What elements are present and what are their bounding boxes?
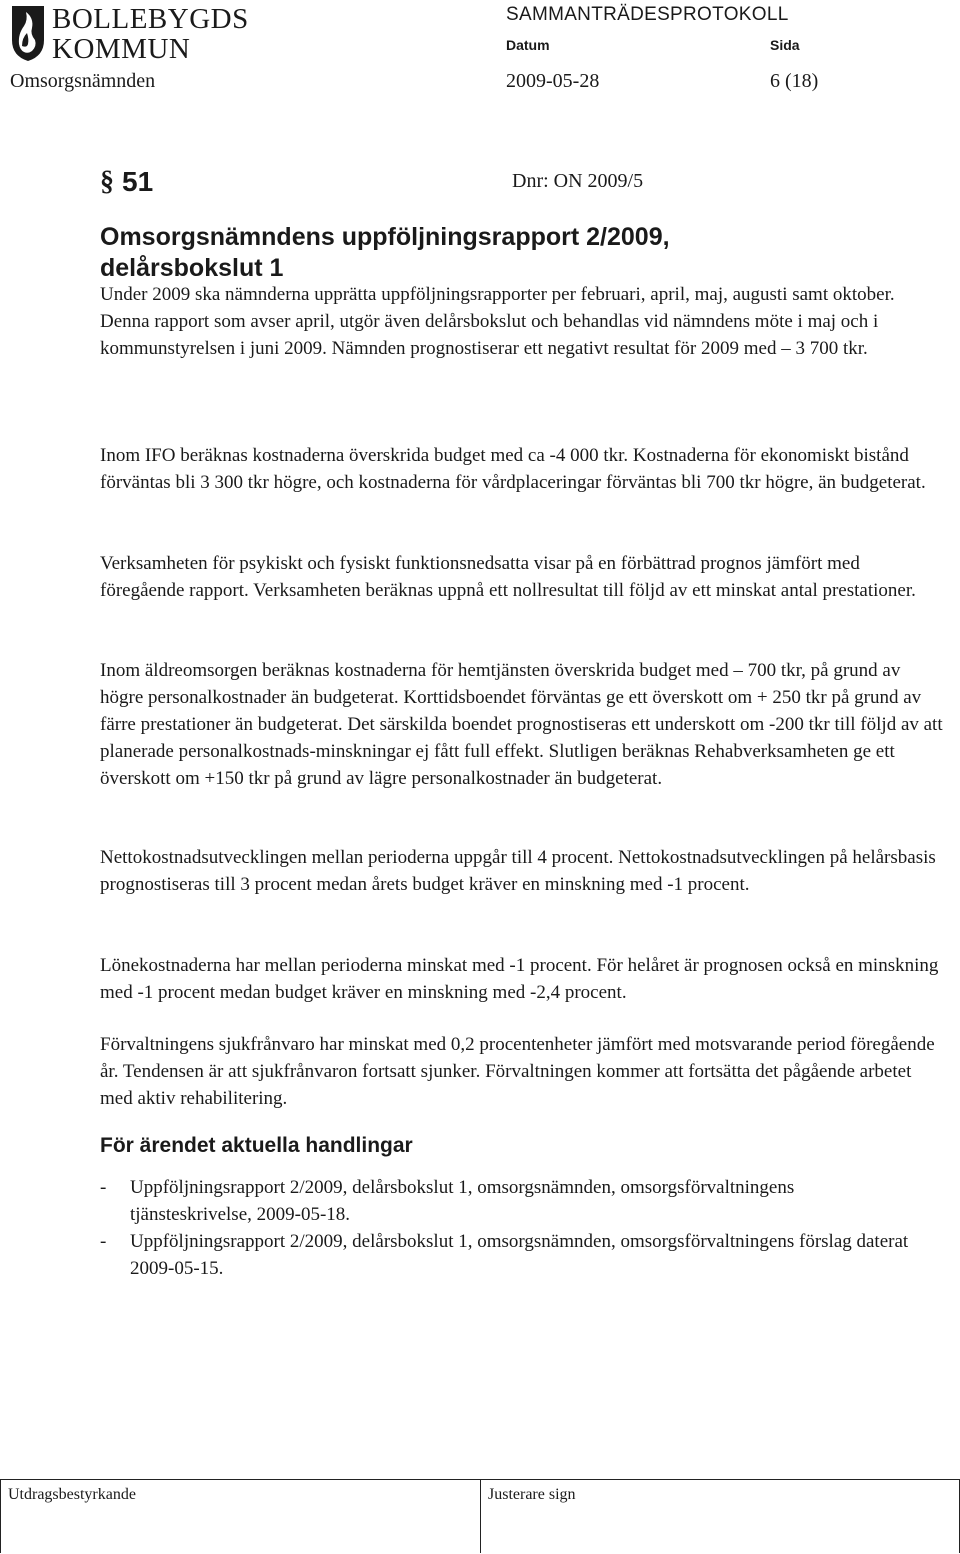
paragraph-sign: § — [100, 166, 114, 197]
document-reference: Uppföljningsrapport 2/2009, delårsbokslut 1, omsorgsnämnden, omsorgsförvaltningens förslag daterat 2009-05-15. — [130, 1231, 909, 1279]
section-title-line-2: delårsbokslut 1 — [100, 254, 284, 282]
paragraph-sick-leave: Förvaltningens sjukfrånvaro har minskat med 0,2 procentenheter jämfört med motsvarande period föregående år. Tendensen är att sjukfrånvaron fortsatt sjunker. Förvaltningen kommer att fortsätta det pågående arbetet med aktiv rehabilitering. — [100, 1034, 935, 1109]
paragraph-net-cost: Nettokostnadsutvecklingen mellan perioderna uppgår till 4 procent. Nettokostnadsutvecklingen på helårsbasis prognostiseras till 3 procent medan årets budget kräver en minskning med -1 procent. — [100, 847, 936, 895]
page-number: 6 (18) — [770, 70, 819, 92]
attestation-label: Utdragsbestyrkande — [8, 1486, 136, 1503]
list-item — [100, 1228, 920, 1282]
section-header — [100, 166, 800, 200]
documents-heading: För ärendet aktuella handlingar — [100, 1134, 413, 1157]
sida-label: Sida — [770, 37, 800, 53]
logo-line-2: KOMMUN — [52, 33, 191, 65]
footer-border-middle — [480, 1479, 481, 1553]
section-title-line-1: Omsorgsnämndens uppföljningsrapport 2/2009, — [100, 223, 670, 251]
municipality-logo-wordmark — [52, 4, 249, 64]
paragraph-intro: Under 2009 ska nämnderna upprätta uppföljningsrapporter per februari, april, maj, augusti samt oktober. Denna rapport som avser april, utgör även delårsbokslut och behandlas vid nämndens möte i maj och i kommunstyrelsen i juni 2009. Nämnden prognostiserar ett negativt resultat för 2009 med – 3 700 tkr. — [100, 284, 895, 359]
paragraph-ifo: Inom IFO beräknas kostnaderna överskrida budget med ca -4 000 tkr. Kostnaderna för ekonomiskt bistånd förväntas bli 3 300 tkr högre, och kostnaderna för vårdplaceringar förväntas bli 700 tkr högre, än budgeterat. — [100, 445, 926, 493]
paragraph-salary: Lönekostnaderna har mellan perioderna minskat med -1 procent. För helåret är prognosen också en minskning med -1 procent medan budget kräver en minskning med -2,4 procent. — [100, 955, 939, 1003]
paragraph-disability: Verksamheten för psykiskt och fysiskt funktionsnedsatta visar på en förbättrad prognos jämfört med föregående rapport. Verksamheten beräknas uppnå ett nollresultat till följd av ett minskat antal prestationer. — [100, 553, 916, 601]
committee-name: Omsorgsnämnden — [10, 70, 156, 92]
meeting-date: 2009-05-28 — [506, 70, 600, 92]
list-bullet: - — [100, 1177, 107, 1198]
datum-label: Datum — [506, 37, 550, 53]
paragraph-elderly-care: Inom äldreomsorgen beräknas kostnaderna för hemtjänsten överskrida budget med – 700 tkr, på grund av högre personalkostnader än budgeterat. Korttidsboendet förväntas ge ett överskott om + 250 tkr på grund av färre prestationer än budgeterat. Det särskilda boendet prognostiseras ett underskott om -200 tkr till följd av att planerade personalkostnads-minskningar ej fått full effekt. Slutligen beräknas Rehabverksamheten ge ett överskott om +150 tkr på grund av lägre personalkostnader än budgeterat. — [100, 660, 943, 789]
municipality-crest-icon — [10, 4, 46, 62]
adjuster-signature-label: Justerare sign — [488, 1486, 576, 1503]
paragraph-number: 51 — [122, 166, 154, 197]
logo-line-1: BOLLEBYGDS — [52, 3, 249, 35]
section-title — [100, 222, 900, 284]
list-item — [100, 1174, 920, 1228]
list-bullet: - — [100, 1231, 107, 1252]
documents-list — [100, 1174, 920, 1282]
document-type: SAMMANTRÄDESPROTOKOLL — [506, 4, 789, 25]
diary-number: Dnr: ON 2009/5 — [512, 170, 644, 192]
document-reference: Uppföljningsrapport 2/2009, delårsbokslut 1, omsorgsnämnden, omsorgsförvaltningens tjänsteskrivelse, 2009-05-18. — [130, 1177, 795, 1225]
footer-border-left — [0, 1479, 1, 1553]
